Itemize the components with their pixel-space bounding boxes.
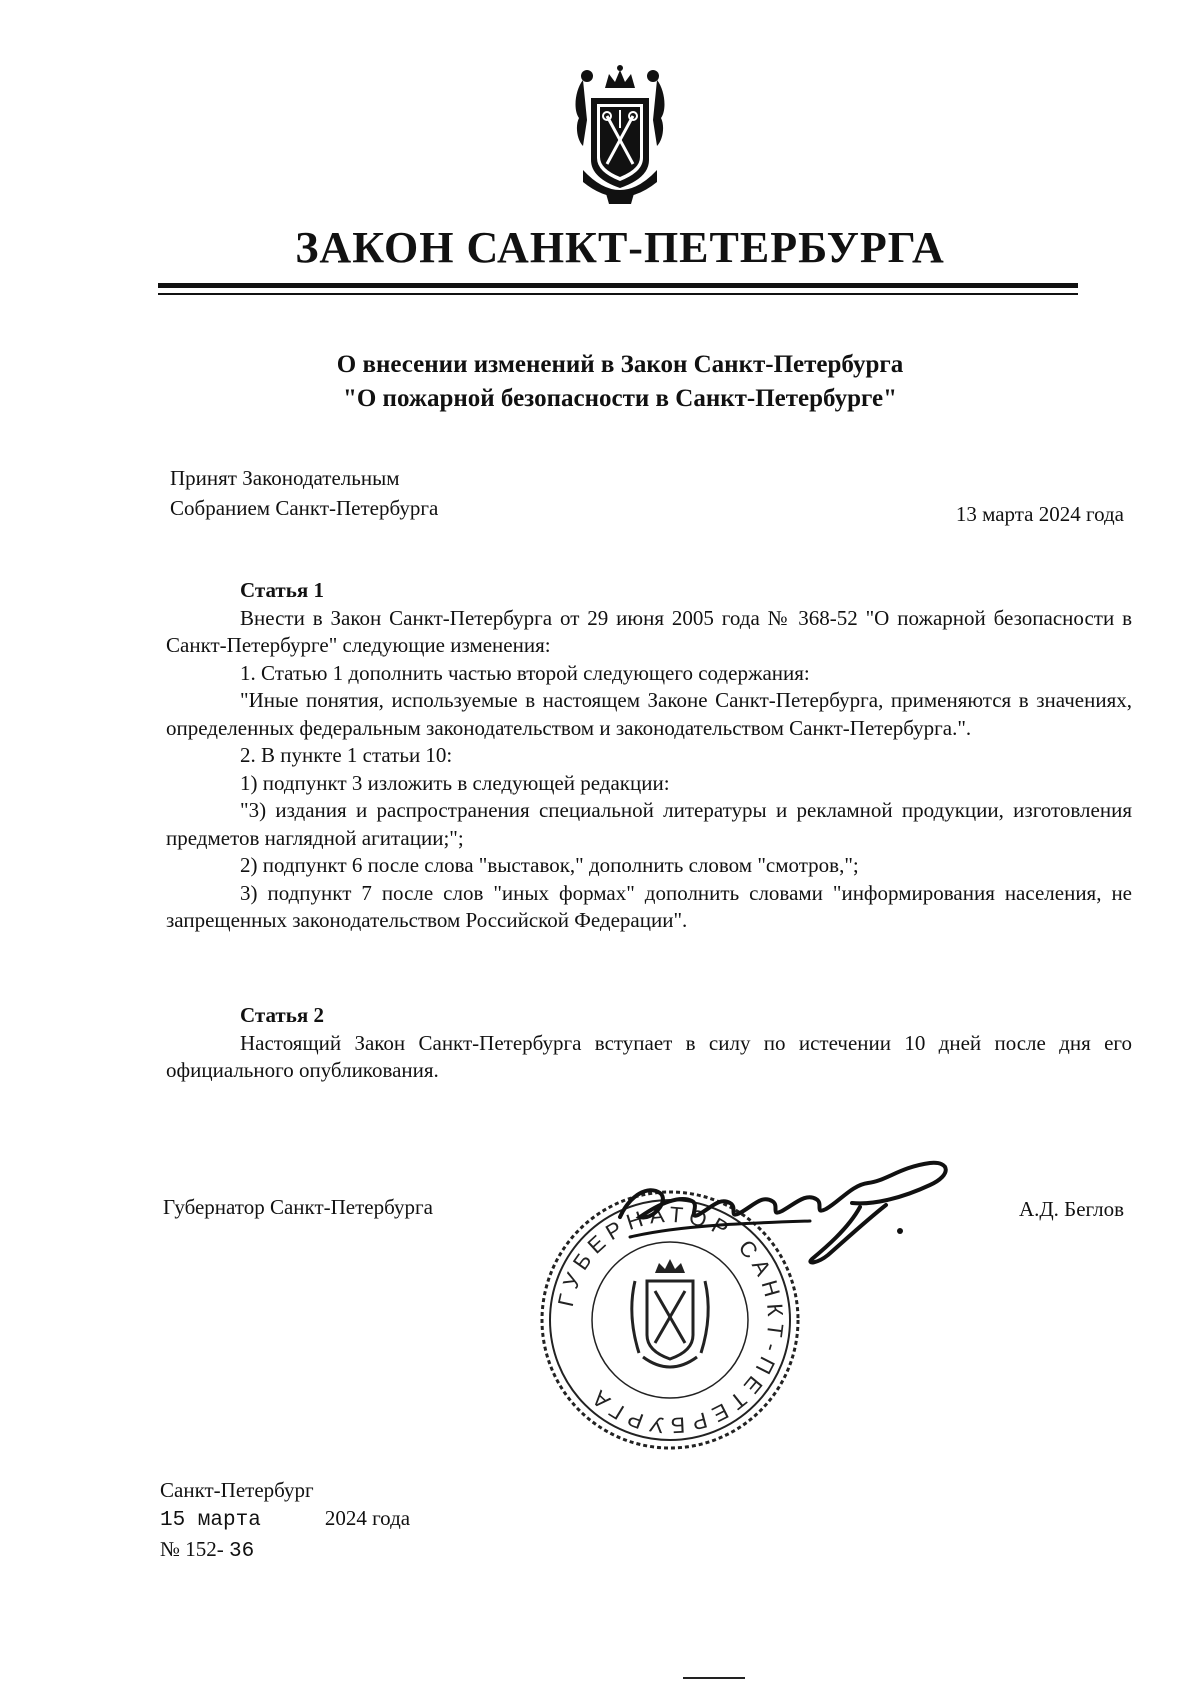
handwritten-signature — [600, 1145, 970, 1275]
footer-date-year: 2024 года — [324, 1506, 411, 1530]
article-1-paragraph: Внести в Закон Санкт-Петербурга от 29 июня 2005 года № 368-52 "О пожарной безопасности в Санкт-Петербурге" следующие изменения: — [166, 605, 1132, 657]
footer-city: Санкт-Петербург — [160, 1478, 314, 1502]
adoption-line-1: Принят Законодательным — [170, 466, 400, 490]
subtitle-line-2: "О пожарной безопасности в Санкт-Петербурге" — [342, 385, 898, 412]
article-1-heading: Статья 1 — [240, 578, 324, 602]
article-1-paragraph: 3) подпункт 7 после слов "иных формах" дополнить словами "информирования населения, не запрещенных законодательством Российской Федерации". — [166, 880, 1132, 932]
article-1-paragraph: 1. Статью 1 дополнить частью второй следующего содержания: — [240, 660, 810, 685]
article-2-heading: Статья 2 — [240, 1003, 324, 1027]
footer-number — [160, 1535, 410, 1566]
page-bottom-dash — [683, 1677, 745, 1679]
footer-number-suffix: 36 — [229, 1540, 255, 1563]
document-footer — [160, 1476, 410, 1566]
article-1-paragraph: 2) подпункт 6 после слова "выставок," дополнить словом "смотров,"; — [240, 853, 859, 877]
title-rule-thin — [158, 293, 1078, 295]
seal-emblem — [632, 1259, 708, 1367]
document-title: ЗАКОН САНКТ-ПЕТЕРБУРГА — [295, 223, 945, 272]
footer-date — [160, 1504, 410, 1535]
article-2 — [166, 1002, 1132, 1085]
signatory-name: А.Д. Беглов — [1018, 1197, 1124, 1221]
seal-text: ГУБЕРНАТОР САНКТ-ПЕТЕРБУРГА — [552, 1201, 789, 1439]
article-1-paragraph: "Иные понятия, используемые в настоящем Законе Санкт-Петербурга, применяются в значениях, определенных федеральным законодательством и законодательством Санкт-Петербурга.". — [166, 688, 1132, 740]
article-1-paragraph: "3) издания и распространения специальной литературы и рекламной продукции, изготовления предметов наглядной агитации;"; — [166, 798, 1132, 850]
article-1-paragraph: 2. В пункте 1 статьи 10: — [240, 743, 453, 767]
adoption-note — [170, 463, 438, 523]
footer-date-day-month: 15 марта — [160, 1509, 261, 1532]
law-subtitle — [150, 348, 1090, 416]
adoption-line-2: Собранием Санкт-Петербурга — [170, 496, 439, 520]
footer-number-prefix: № 152- — [160, 1537, 224, 1561]
subtitle-line-1: О внесении изменений в Закон Санкт-Петербурга — [336, 351, 904, 378]
article-1-paragraph: 1) подпункт 3 изложить в следующей редакции: — [240, 770, 670, 795]
title-rule-thick — [158, 283, 1078, 288]
article-1 — [166, 577, 1132, 935]
adoption-date: 13 марта 2024 года — [955, 502, 1124, 526]
coat-of-arms-emblem — [565, 60, 675, 210]
signatory-position: Губернатор Санкт-Петербурга — [163, 1195, 433, 1219]
article-2-paragraph: Настоящий Закон Санкт-Петербурга вступает в силу по истечении 10 дней после дня его официального опубликования. — [166, 1030, 1132, 1082]
